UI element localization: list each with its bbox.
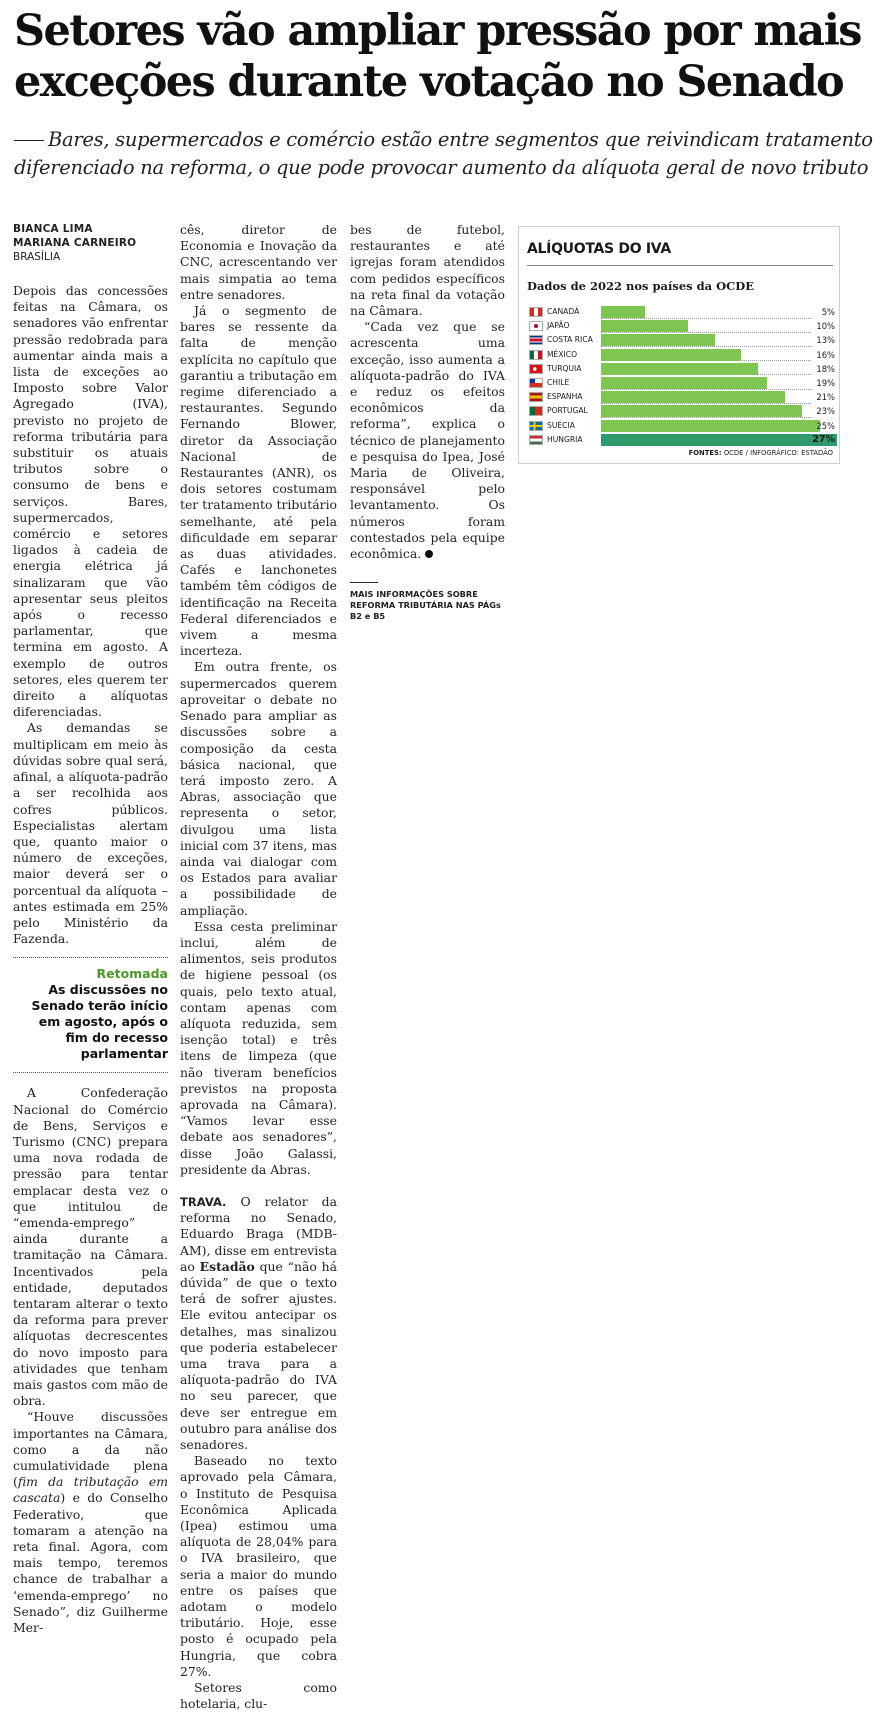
chart-track xyxy=(601,363,811,376)
chart-bar xyxy=(601,405,802,417)
chart-value-label: 19% xyxy=(816,377,835,388)
chart-bar xyxy=(601,334,715,346)
chart-title: ALÍQUOTAS DO IVA xyxy=(527,241,671,257)
flag-icon xyxy=(529,406,543,416)
chart-track xyxy=(601,320,811,333)
chart-category-label: COSTA RICA xyxy=(547,335,593,345)
byline xyxy=(13,222,168,264)
chart-row xyxy=(527,348,837,362)
flag-icon xyxy=(529,435,543,445)
flag-icon xyxy=(529,392,543,402)
flag-icon xyxy=(529,335,543,345)
chart-bar xyxy=(601,349,741,361)
paragraph-trava: TRAVA. O relator da reforma no Senado, Eduardo Braga (MDB-AM), disse em entrevista ao Estadão que “não há dúvida” de que o texto terá de sofrer ajustes. Ele evitou antecipar os detalhes, mas sinalizou que poderia estabelecer uma trava para a alíquota-padrão do IVA no seu parecer, que deve ser entregue em outubro para análise dos senadores. xyxy=(180,1193,337,1453)
chart-bar xyxy=(601,391,785,403)
byline-author-1: BIANCA LIMA xyxy=(13,223,93,235)
chart-category-label: PORTUGAL xyxy=(547,406,588,416)
chart-value-label: 27% xyxy=(812,433,835,445)
chart-bar xyxy=(601,377,767,389)
chart-value-label: 10% xyxy=(816,321,835,332)
chart-category-label: ESPANHA xyxy=(547,392,583,402)
chart-row xyxy=(527,305,837,319)
paragraph: Em outra frente, os supermercados querem aproveitar o debate no Senado para ampliar as discussões sobre a composição da cesta básica nacional, que terá imposto zero. A Abras, associação que representa o setor, divulgou uma lista inicial com 37 itens, mas ainda vai dialogar com os Estados para avaliar a possibilidade de ampliação. xyxy=(180,659,337,918)
chart-bar xyxy=(601,320,688,332)
dash-rule xyxy=(14,140,44,141)
article-column-3 xyxy=(350,222,505,622)
chart-value-label: 16% xyxy=(816,349,835,360)
chart-track xyxy=(601,306,811,319)
chart-value-label: 13% xyxy=(816,335,835,346)
chart-row xyxy=(527,376,837,390)
chart-track xyxy=(601,349,811,362)
paragraph: cês, diretor de Economia e Inovação da CNC, acrescentando ver mais simpatia ao tema entre senadores. xyxy=(180,222,337,302)
byline-author-2: MARIANA CARNEIRO xyxy=(13,237,137,249)
chart-track xyxy=(601,391,811,404)
chart-source: FONTES: OCDE / INFOGRÁFICO: ESTADÃO xyxy=(688,449,833,457)
paragraph: “Houve discussões importantes na Câmara, como a da não cumulatividade plena (fim da tributação em cascata) e do Conselho Federativo, que tomaram a atenção na reta final. Agora, com mais tempo, teremos chance de trabalhar a ‘emenda-emprego’ no Senado”, diz Guilherme Mer- xyxy=(13,1409,168,1636)
chart-value-label: 23% xyxy=(816,406,835,417)
chart-category-label: JAPÃO xyxy=(547,321,570,331)
chart-row xyxy=(527,404,837,418)
more-info-note: MAIS INFORMAÇÕES SOBRE REFORMA TRIBUTÁRIA NAS PÁGs B2 e B5 xyxy=(350,589,501,622)
chart-bar xyxy=(601,363,758,375)
paragraph: Depois das concessões feitas na Câmara, os senadores vão enfrentar pressão redobrada para aumentar ainda mais a lista de exceções ao Imposto sobre Valor Agregado (IVA), previsto no projeto de reforma tributária para substituir os atuais tributos sobre o consumo de bens e serviços. Bares, supermercados, comércio e setores ligados à cadeia de energia elétrica já sinalizaram que vão apresentar seus pleitos após o recesso parlamentar, que termina em agosto. A exemplo de outros setores, eles querem ter direito a alíquotas diferenciadas. xyxy=(13,283,168,720)
paragraph: Essa cesta preliminar inclui, além de alimentos, seis produtos de higiene pessoal (os quais, pelo texto atual, contam apenas com alíquota reduzida, sem isenção total) e três itens de limpeza (que não tiveram benefícios previstos na proposta aprovada na Câmara). “Vamos levar esse debate aos senadores”, disse João Galassi, presidente da Abras. xyxy=(180,918,337,1177)
chart-row xyxy=(527,319,837,333)
chart-bar xyxy=(601,306,645,318)
paragraph: Baseado no texto aprovado pela Câmara, o Instituto de Pesquisa Econômica Aplicada (Ipea) estimou uma alíquota de 28,04% para o IVA brasileiro, que seria a maior do mundo entre os países que adotam o modelo tributário. Hoje, esse posto é ocupado pela Hungria, que cobra 27%. xyxy=(180,1453,337,1679)
chart-row xyxy=(527,390,837,404)
chart-row xyxy=(527,433,837,447)
subheadline xyxy=(14,126,873,182)
chart-value-label: 5% xyxy=(821,307,835,317)
flag-icon xyxy=(529,307,543,317)
chart-category-label: MÉXICO xyxy=(547,349,578,359)
article-column-2 xyxy=(180,222,337,1712)
chart-title-rule xyxy=(527,265,833,266)
chart-category-label: CANADÁ xyxy=(547,307,580,316)
pull-quote-text: As discussões no Senado terão início em agosto, após o fim do recesso parlamentar xyxy=(31,982,168,1062)
paragraph: As demandas se multiplicam em meio às dúvidas sobre qual será, afinal, a alíquota-padrão a ser recolhida aos cofres públicos. Especialistas alertam que, quanto maior o número de exceções, maior deverá ser o porcentual da alíquota – antes estimada em 25% pelo Ministério da Fazenda. xyxy=(13,720,168,947)
paragraph: Já o segmento de bares se ressente da falta de menção explícita no capítulo que garantiu a tributação em regime diferenciado a restaurantes. Segundo Fernando Blower, diretor da Associação Nacional de Restaurantes (ANR), os dois setores costumam ter tratamento tributário semelhante, até pela dificuldade em separar as duas atividades. Cafés e lanchonetes também têm códigos de identificação na Receita Federal diferenciados e vivem a mesma incerteza. xyxy=(180,303,337,659)
chart-subtitle: Dados de 2022 nos países da OCDE xyxy=(527,279,755,293)
headline xyxy=(14,6,861,108)
byline-city: BRASÍLIA xyxy=(13,251,61,263)
flag-icon xyxy=(529,421,543,431)
headline-line-1: Setores vão ampliar pressão por mais xyxy=(14,6,861,56)
chart-row xyxy=(527,419,837,433)
subheadline-line-2: diferenciado na reforma, o que pode provocar aumento da alíquota geral de novo tributo xyxy=(14,156,869,179)
chart-bar xyxy=(601,420,820,432)
paragraph: bes de futebol, restaurantes e até igrejas foram atendidos com pedidos específicos na reta final da votação na Câmara. xyxy=(350,222,505,319)
chart-category-label: CHILE xyxy=(547,377,570,387)
paragraph: Setores como hotelaria, clu- xyxy=(180,1680,337,1712)
article-column-1 xyxy=(13,222,168,1636)
chart-track xyxy=(601,405,811,418)
flag-icon xyxy=(529,364,543,374)
paragraph: A Confederação Nacional do Comércio de Bens, Serviços e Turismo (CNC) prepara uma nova rodada de pressão para tentar emplacar desta vez o que intitulou de “emenda-emprego” ainda durante a tramitação na Câmara. Incentivados pela entidade, deputados tentaram alterar o texto da reforma para prever alíquotas decrescentes do novo imposto para atividades que tenham mais gastos com mão de obra. xyxy=(13,1085,168,1409)
chart-value-label: 18% xyxy=(816,363,835,374)
note-rule xyxy=(350,582,378,583)
chart-track xyxy=(601,334,811,347)
chart-value-label: 21% xyxy=(816,392,835,403)
pull-quote-kicker: Retomada xyxy=(96,966,168,982)
divider xyxy=(13,1072,168,1073)
flag-icon xyxy=(529,378,543,388)
italic-phrase: fim da tributação em cascata xyxy=(13,1474,168,1506)
vat-rate-chart xyxy=(518,226,840,464)
flag-icon xyxy=(529,350,543,360)
chart-track xyxy=(601,434,837,447)
headline-line-2: exceções durante votação no Senado xyxy=(14,57,844,107)
chart-value-label: 25% xyxy=(816,420,835,431)
chart-track xyxy=(601,420,811,433)
chart-category-label: TURQUIA xyxy=(547,363,582,373)
chart-bar xyxy=(601,434,837,446)
chart-rows xyxy=(527,305,837,447)
chart-track xyxy=(601,377,811,390)
pull-quote xyxy=(13,966,168,1062)
subheadline-line-1: Bares, supermercados e comércio estão entre segmentos que reivindicam tratamento xyxy=(14,126,839,154)
flag-icon xyxy=(529,321,543,331)
newspaper-name: Estadão xyxy=(199,1258,255,1274)
divider xyxy=(13,957,168,958)
chart-row xyxy=(527,362,837,376)
paragraph: “Cada vez que se acrescenta uma exceção, isso aumenta a alíquota-padrão do IVA e reduz os efeitos econômicos da reforma”, explica o técnico de planejamento e pesquisa do Ipea, José Maria de Oliveira, responsável pelo levantamento. Os números foram contestados pela equipe econômica. xyxy=(350,319,505,562)
end-mark-icon xyxy=(425,550,433,558)
section-lead-in: TRAVA. xyxy=(180,1194,227,1209)
chart-row xyxy=(527,333,837,347)
chart-category-label: HUNGRIA xyxy=(547,434,583,444)
chart-category-label: SUÉCIA xyxy=(547,420,575,430)
